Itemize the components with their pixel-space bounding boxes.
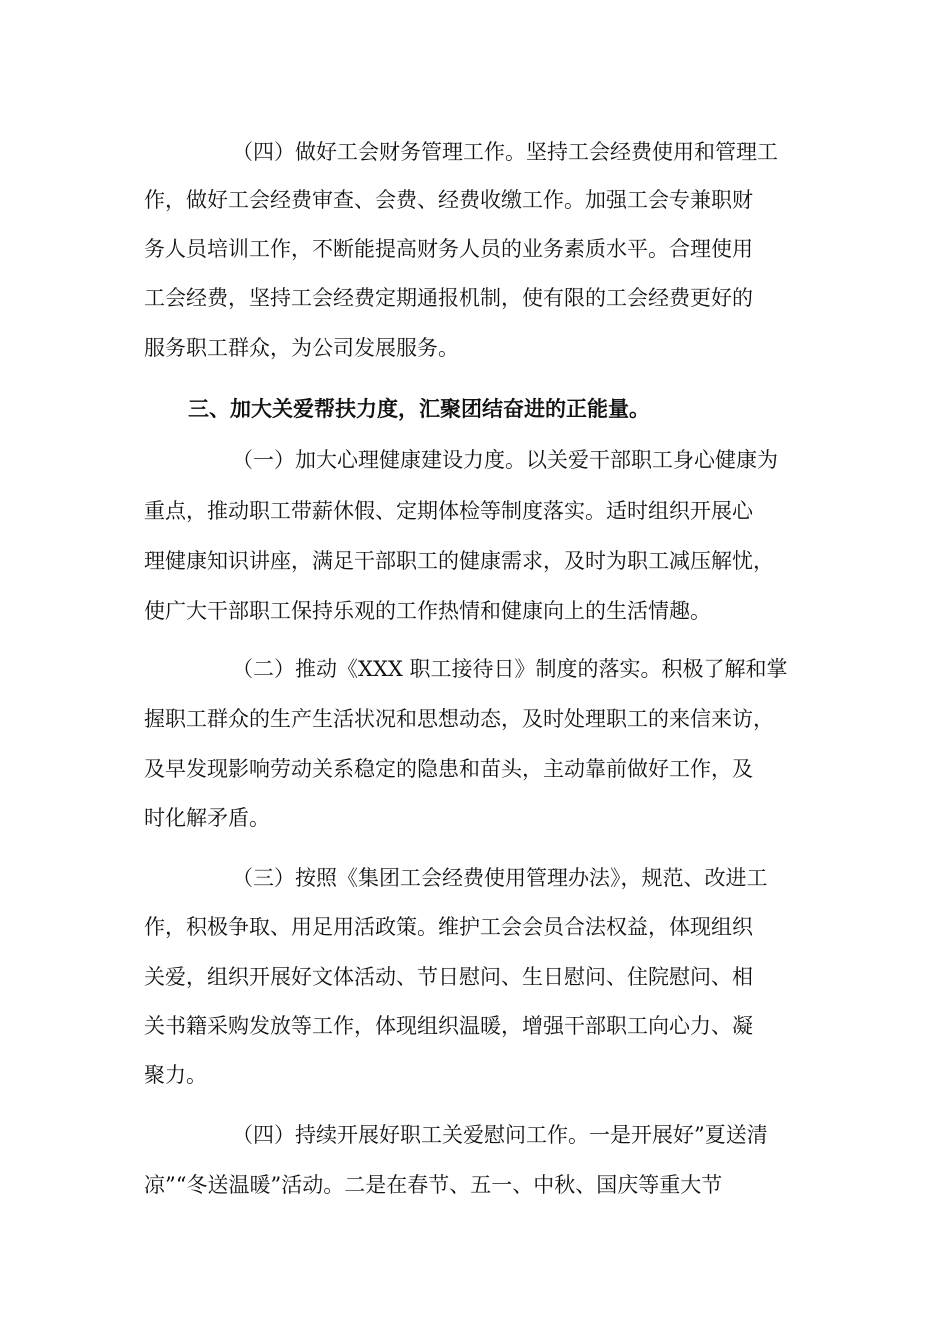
paragraph-3-line-4: 时化解矛盾。 [144, 806, 270, 830]
paragraph-4-line-2: 作，积极争取、用足用活政策。维护工会会员合法权益，体现组织 [144, 915, 753, 939]
paragraph-5-line-2: 凉”“冬送温暖”活动。二是在春节、五一、中秋、国庆等重大节 [144, 1173, 723, 1197]
paragraph-2-line-2: 重点，推动职工带薪休假、定期体检等制度落实。适时组织开展心 [144, 499, 753, 523]
paragraph-3-line-1: （二）推动《XXX 职工接待日》制度的落实。积极了解和掌 [232, 657, 788, 681]
section-heading-3: 三、加大关爱帮扶力度，汇聚团结奋进的正能量。 [188, 397, 650, 421]
paragraph-1-line-1: （四）做好工会财务管理工作。坚持工会经费使用和管理工 [232, 140, 778, 164]
paragraph-1-line-2: 作，做好工会经费审查、会费、经费收缴工作。加强工会专兼职财 [144, 188, 753, 212]
paragraph-3-line-3: 及早发现影响劳动关系稳定的隐患和苗头，主动靠前做好工作，及 [144, 757, 753, 781]
paragraph-1-line-4: 工会经费，坚持工会经费定期通报机制，使有限的工会经费更好的 [144, 286, 753, 310]
paragraph-4-line-3: 关爱，组织开展好文体活动、节日慰问、生日慰问、住院慰问、相 [144, 965, 753, 989]
paragraph-2-line-4: 使广大干部职工保持乐观的工作热情和健康向上的生活情趣。 [144, 599, 711, 623]
paragraph-1-line-5: 服务职工群众，为公司发展服务。 [144, 336, 459, 360]
paragraph-5-line-1: （四）持续开展好职工关爱慰问工作。一是开展好”夏送清 [232, 1123, 768, 1147]
paragraph-2-line-1: （一）加大心理健康建设力度。以关爱干部职工身心健康为 [232, 448, 778, 472]
paragraph-4-line-4: 关书籍采购发放等工作，体现组织温暖，增强干部职工向心力、凝 [144, 1014, 753, 1038]
paragraph-4-line-1: （三）按照《集团工会经费使用管理办法》，规范、改进工 [232, 866, 768, 890]
paragraph-4-line-5: 聚力。 [144, 1063, 207, 1087]
paragraph-3-line-2: 握职工群众的生产生活状况和思想动态，及时处理职工的来信来访， [144, 707, 774, 731]
paragraph-2-line-3: 理健康知识讲座，满足干部职工的健康需求，及时为职工减压解忧， [144, 549, 774, 573]
paragraph-1-line-3: 务人员培训工作，不断能提高财务人员的业务素质水平。合理使用 [144, 237, 753, 261]
